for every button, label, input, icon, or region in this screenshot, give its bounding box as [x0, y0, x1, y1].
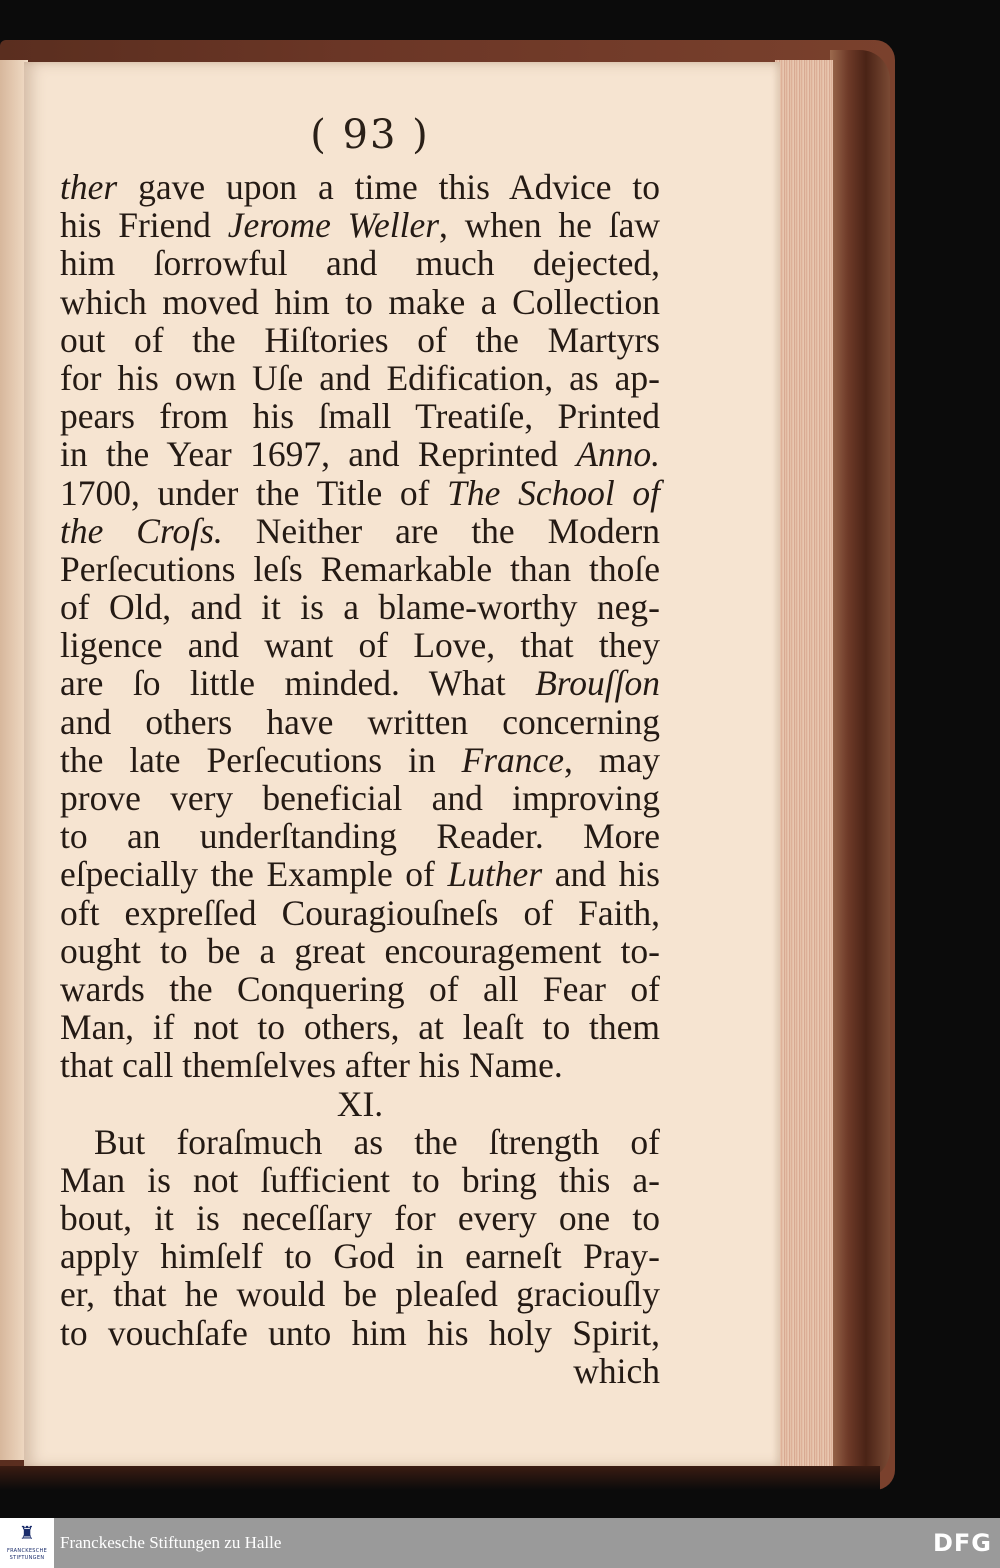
text-line [60, 283, 660, 321]
dfg-logo: DFG [932, 1529, 992, 1557]
italic-text: Luther [447, 854, 543, 895]
book-binding-edge [830, 50, 890, 1480]
logo-caption: FRANCKESCHE STIFTUNGEN [6, 1548, 48, 1561]
institution-logo [0, 1518, 54, 1568]
text-line [60, 1161, 660, 1199]
text-run: are ſo little minded. What [60, 663, 536, 704]
text-run: which moved him to make a Collection [60, 281, 660, 322]
italic-text: Anno. [576, 434, 660, 475]
text-line [60, 1008, 660, 1046]
text-run: ligence and want of Love, that they [60, 625, 660, 666]
text-run: ought to be a great encouragement to- [60, 930, 660, 971]
page-text [60, 168, 660, 1390]
text-run: prove very beneficial and improving [60, 778, 660, 818]
text-run: Neither are the Modern [222, 510, 661, 551]
text-run: to vouchſafe unto him his holy Spirit, [60, 1312, 660, 1353]
text-line [60, 1314, 660, 1352]
text-run: Perſecutions leſs Remarkable than thoſe [60, 548, 660, 589]
text-run: bout, it is neceſſary for every one to [60, 1198, 660, 1239]
text-run: and his [542, 854, 660, 895]
text-line [60, 1123, 660, 1161]
text-run: , when he ſaw [439, 205, 660, 246]
italic-text: The School of [447, 472, 661, 513]
text-line [60, 359, 660, 397]
text-line [60, 626, 660, 664]
text-line [60, 703, 660, 741]
text-run: that call themſelves after his Name. [60, 1045, 563, 1086]
text-line [60, 970, 660, 1008]
footer-bar [0, 1518, 1000, 1568]
paragraph-1 [60, 168, 660, 1085]
italic-text: ther [60, 167, 118, 207]
text-line [60, 741, 660, 779]
text-line [60, 588, 660, 626]
italic-text: France [461, 739, 565, 780]
institution-name: Franckesche Stiftungen zu Halle [60, 1533, 282, 1552]
text-line [60, 474, 660, 512]
text-line [60, 512, 660, 550]
text-line [60, 206, 660, 244]
text-run: apply himſelf to God in earneſt Pray- [60, 1236, 660, 1277]
text-run: wards the Conquering of all Fear of [60, 968, 660, 1009]
italic-text: Jerome Weller [227, 205, 440, 246]
text-run: of Old, and it is a blame-worthy neg- [60, 587, 660, 628]
logo-icon: ♜ [18, 1523, 36, 1544]
text-line [60, 894, 660, 932]
text-line [60, 435, 660, 473]
text-line [60, 1199, 660, 1237]
text-run: Man, if not to others, at leaſt to them [60, 1007, 660, 1048]
text-line [60, 244, 660, 282]
text-line [60, 932, 660, 970]
text-run: Man is not ſufficient to bring this a- [60, 1159, 660, 1200]
text-run: oft expreſſed Couragiouſneſs of Faith, [60, 892, 660, 933]
text-run: 1700, under the Title of [60, 472, 448, 513]
italic-text: Brouſſon [535, 663, 660, 704]
text-run: pears from his ſmall Treatiſe, Printed [60, 396, 660, 437]
text-line [60, 321, 660, 359]
text-run: for his own Uſe and Edification, as ap- [60, 357, 660, 398]
section-heading: XI. [336, 1083, 384, 1124]
text-line [60, 168, 660, 206]
text-line [60, 397, 660, 435]
text-line [60, 779, 660, 817]
text-run: gave upon a time this Advice to [117, 167, 660, 207]
bottom-shadow [0, 1466, 880, 1490]
page-edges [775, 60, 833, 1475]
italic-text: the Croſs. [60, 510, 223, 551]
paragraph-2 [60, 1123, 660, 1352]
text-run: his Friend [60, 205, 228, 246]
text-line [60, 1237, 660, 1275]
text-run: eſpecially the Example of [60, 854, 448, 895]
text-run: him ſorrowful and much dejected, [60, 243, 660, 284]
text-line [60, 550, 660, 588]
text-line [60, 855, 660, 893]
text-run: , may [564, 739, 660, 780]
text-run: er, that he would be pleaſed graciouſly [60, 1274, 660, 1315]
text-run: to an underſtanding Reader. More [60, 816, 660, 857]
text-run: and others have written concerning [60, 701, 660, 742]
text-line [60, 817, 660, 855]
text-line [60, 1275, 660, 1313]
text-run: in the Year 1697, and Reprinted [60, 434, 577, 475]
page-number: ( 93 ) [310, 112, 430, 158]
text-line [60, 664, 660, 702]
text-run: the late Perſecutions in [60, 739, 462, 780]
text-run: But foraſmuch as the ſtrength of [94, 1121, 660, 1162]
text-run: out of the Hiſtories of the Martyrs [60, 319, 660, 360]
catchword: which [573, 1350, 660, 1391]
text-line [60, 1046, 660, 1084]
